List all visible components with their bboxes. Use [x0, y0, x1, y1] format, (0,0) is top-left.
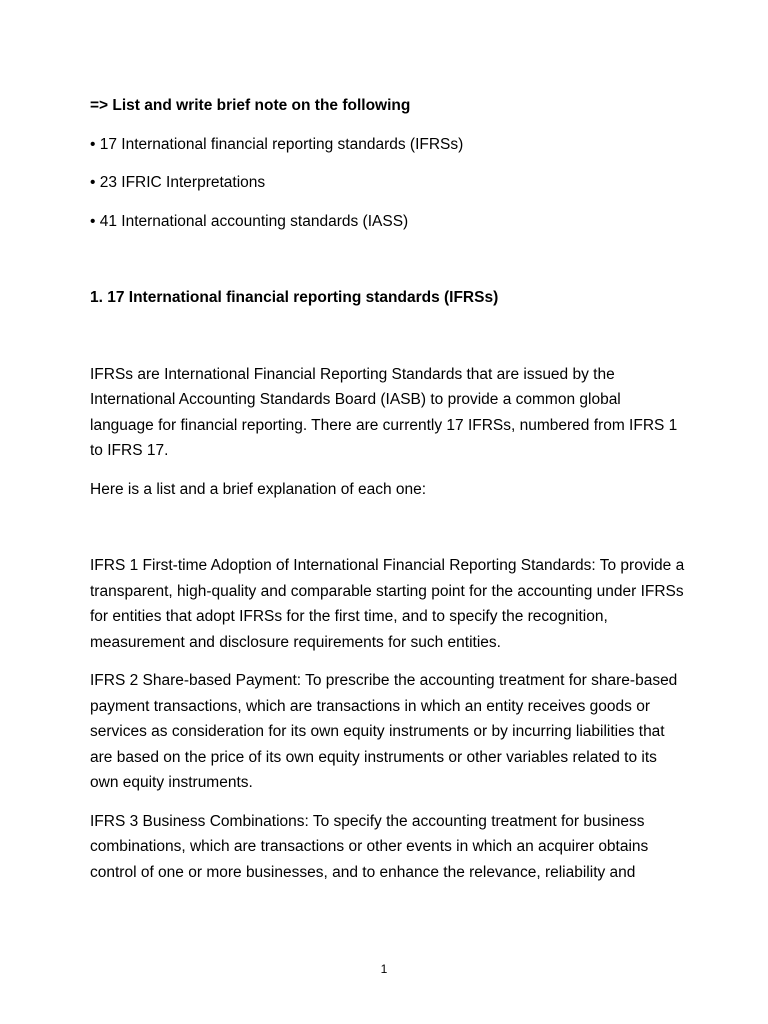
paragraph-ifrs-1: IFRS 1 First-time Adoption of International Financial Reporting Standards: To provide a transparent, high-quality and comparable starting point for the accounting under IFRSs for entities that adopt IFRSs for the first time, and to specify the recognition, measurement and disclosure requirements for such entities.	[90, 557, 685, 651]
bullet-item-ifrs: • 17 International financial reporting standards (IFRSs)	[90, 135, 464, 153]
bullet-item-ias: • 41 International accounting standards (IASS)	[90, 212, 409, 230]
intro-heading: => List and write brief note on the following	[90, 97, 411, 114]
section-heading: 1. 17 International financial reporting standards (IFRSs)	[90, 289, 499, 306]
page-content	[90, 93, 686, 898]
page-number: 1	[380, 962, 388, 976]
paragraph-ifrs-2: IFRS 2 Share-based Payment: To prescribe the accounting treatment for share-based payment transactions, which are transactions in which an entity receives goods or services as consideration for its own equity instruments or by incurring liabilities that are based on the price of its own equity instruments or other variables related to its own equity instruments.	[90, 672, 678, 791]
paragraph-ifrs-3: IFRS 3 Business Combinations: To specify the accounting treatment for business combinations, which are transactions or other events in which an acquirer obtains control of one or more businesses, and to enhance the relevance, reliability and	[90, 812, 649, 881]
paragraph-ifrs-overview: IFRSs are International Financial Reporting Standards that are issued by the International Accounting Standards Board (IASB) to provide a common global language for financial reporting. There are currently 17 IFRSs, numbered from IFRS 1 to IFRS 17.	[90, 365, 678, 459]
paragraph-list-intro: Here is a list and a brief explanation of each one:	[90, 480, 427, 498]
bullet-item-ifric: • 23 IFRIC Interpretations	[90, 174, 266, 191]
